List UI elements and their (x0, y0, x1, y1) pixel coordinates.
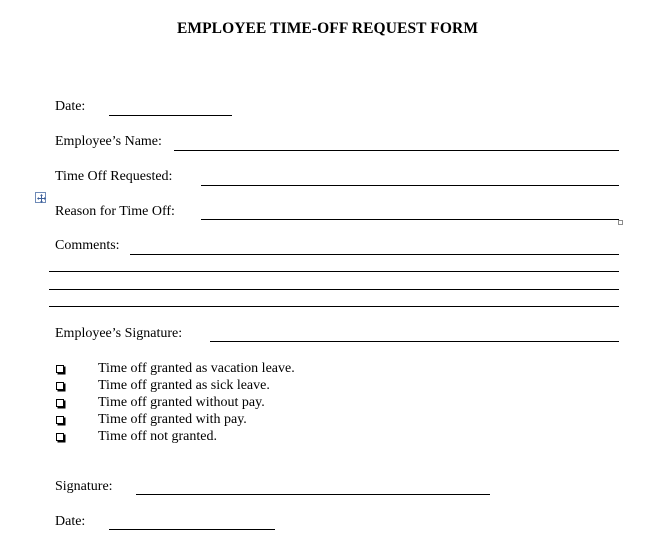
checkbox-icon[interactable] (56, 433, 64, 441)
employee-signature-label: Employee’s Signature: (55, 326, 183, 341)
reason-field-line[interactable] (201, 219, 619, 220)
checkbox-icon[interactable] (56, 399, 64, 407)
option-label: Time off granted as sick leave. (98, 378, 270, 393)
checkbox-icon[interactable] (56, 382, 64, 390)
reason-label: Reason for Time Off: (55, 204, 175, 219)
time-off-requested-field-line[interactable] (201, 185, 619, 186)
option-vacation-leave[interactable] (56, 361, 295, 377)
approval-date-field-line[interactable] (109, 529, 275, 530)
comments-extra-line[interactable] (49, 289, 619, 290)
option-without-pay[interactable] (56, 395, 265, 411)
date-field-line[interactable] (109, 115, 232, 116)
option-label: Time off granted as vacation leave. (98, 361, 295, 376)
comments-extra-line[interactable] (49, 271, 619, 272)
checkbox-icon[interactable] (56, 365, 64, 373)
date-label: Date: (55, 99, 86, 114)
employee-name-field-line[interactable] (174, 150, 619, 151)
employee-name-label: Employee’s Name: (55, 134, 162, 149)
comments-label: Comments: (55, 238, 120, 253)
form-title: EMPLOYEE TIME-OFF REQUEST FORM (176, 20, 479, 37)
employee-signature-field-line[interactable] (210, 341, 619, 342)
comments-field-line[interactable] (130, 254, 619, 255)
time-off-requested-label: Time Off Requested: (55, 169, 173, 184)
signature-field-line[interactable] (136, 494, 490, 495)
option-label: Time off granted with pay. (98, 412, 247, 427)
option-sick-leave[interactable] (56, 378, 270, 394)
approval-date-label: Date: (55, 514, 86, 529)
resize-handle-icon[interactable] (618, 220, 623, 225)
option-label: Time off not granted. (98, 429, 217, 444)
move-arrows-icon[interactable] (35, 192, 46, 203)
comments-extra-line[interactable] (49, 306, 619, 307)
option-label: Time off granted without pay. (98, 395, 265, 410)
option-not-granted[interactable] (56, 429, 217, 445)
option-with-pay[interactable] (56, 412, 247, 428)
checkbox-icon[interactable] (56, 416, 64, 424)
signature-label: Signature: (55, 479, 113, 494)
